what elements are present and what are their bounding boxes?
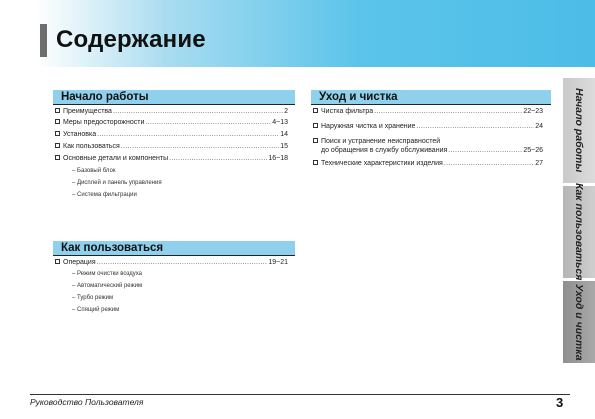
page-number: 14 bbox=[280, 131, 288, 138]
toc-subitem[interactable]: – Турбо режим bbox=[72, 295, 114, 301]
toc-subitem[interactable]: – Дисплей и панель управления bbox=[72, 180, 162, 186]
page-number: 24 bbox=[535, 123, 543, 130]
toc-item-main-parts[interactable]: Основные детали и компоненты ..... 16~18 bbox=[55, 154, 288, 163]
toc-item-troubleshooting[interactable]: Поиск и устранение неисправностей bbox=[313, 137, 543, 146]
checkbox-icon bbox=[313, 108, 318, 113]
page-number: 27 bbox=[535, 160, 543, 167]
page-number: 4~13 bbox=[272, 119, 288, 126]
toc-subitem[interactable]: – Базовый блок bbox=[72, 168, 116, 174]
page-number: 2 bbox=[284, 108, 288, 115]
toc-item-advantages[interactable]: Преимущества ..... 2 bbox=[55, 107, 288, 116]
page-number: 16~18 bbox=[268, 155, 288, 162]
checkbox-icon bbox=[55, 131, 60, 136]
section-heading-start: Начало работы bbox=[53, 90, 295, 105]
checkbox-icon bbox=[313, 160, 318, 165]
footer-divider bbox=[30, 394, 570, 395]
toc-item-operation[interactable]: Операция ..... 19~21 bbox=[55, 258, 288, 267]
checkbox-icon bbox=[55, 143, 60, 148]
page-number: 19~21 bbox=[268, 259, 288, 266]
checkbox-icon bbox=[55, 155, 60, 160]
toc-item-troubleshooting-line2[interactable]: до обращения в службу обслуживания ..... 25~26 bbox=[321, 146, 543, 155]
toc-subitem[interactable]: – Спящий режим bbox=[72, 307, 120, 313]
footer-page-number: 3 bbox=[556, 395, 564, 410]
checkbox-icon bbox=[313, 123, 318, 128]
page-number: 15 bbox=[280, 143, 288, 150]
footer-text: Руководство Пользователя bbox=[30, 397, 144, 407]
section-heading-care: Уход и чистка bbox=[311, 90, 551, 105]
toc-item-specifications[interactable]: Технические характеристики изделия ..... 27 bbox=[313, 159, 543, 168]
checkbox-icon bbox=[313, 138, 318, 143]
toc-item-filter-cleaning[interactable]: Чистка фильтра ..... 22~23 bbox=[313, 107, 543, 116]
toc-subitem[interactable]: – Система фильтрации bbox=[72, 192, 137, 198]
side-tab-care[interactable]: Уход и чистка bbox=[563, 281, 595, 363]
toc-subitem[interactable]: – Режим очистки воздуха bbox=[72, 271, 143, 277]
page-number: 22~23 bbox=[523, 108, 543, 115]
section-heading-use: Как пользоваться bbox=[53, 241, 295, 256]
checkbox-icon bbox=[55, 259, 60, 264]
checkbox-icon bbox=[55, 108, 60, 113]
toc-item-installation[interactable]: Установка ..... 14 bbox=[55, 130, 288, 139]
page-number: 25~26 bbox=[523, 147, 543, 154]
header-accent-bar bbox=[40, 24, 47, 57]
side-tab-use[interactable]: Как пользоваться bbox=[563, 186, 595, 278]
checkbox-icon bbox=[55, 119, 60, 124]
toc-item-precautions[interactable]: Меры предосторожности ..... 4~13 bbox=[55, 118, 288, 127]
side-tab-start[interactable]: Начало работы bbox=[563, 78, 595, 183]
toc-item-exterior-cleaning[interactable]: Наружная чистка и хранение ..... 24 bbox=[313, 122, 543, 131]
page-title: Содержание bbox=[56, 26, 206, 53]
toc-item-how-to-use[interactable]: Как пользоваться ..... 15 bbox=[55, 142, 288, 151]
toc-subitem[interactable]: – Автоматический режим bbox=[72, 283, 143, 289]
page-header bbox=[0, 0, 595, 67]
